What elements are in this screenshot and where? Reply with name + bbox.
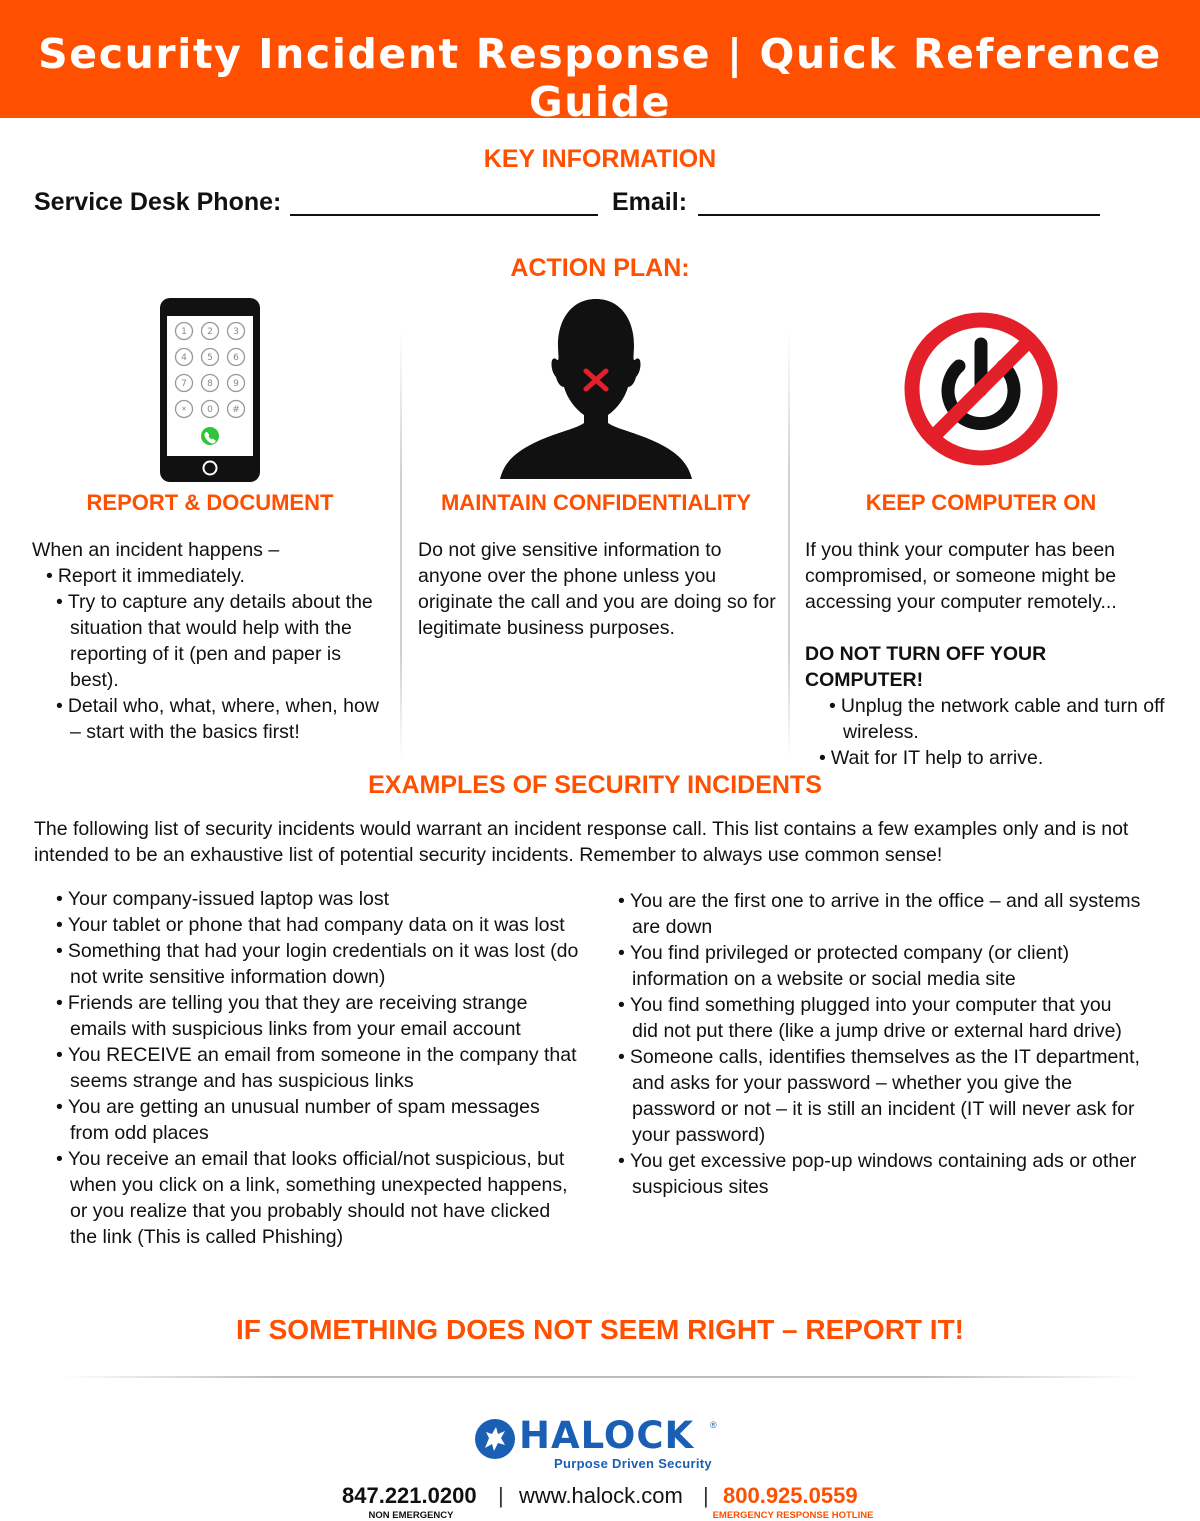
list-item: • Your tablet or phone that had company data on it was lost [12,912,582,938]
list-item: • Friends are telling you that they are receiving strange emails with suspicious links from your email account [12,990,582,1042]
examples-list-left [12,886,582,1250]
closing-call-to-action: IF SOMETHING DOES NOT SEEM RIGHT – REPORT IT! [235,1314,965,1345]
key-info-heading: KEY INFORMATION [483,145,717,173]
list-item: • Your company-issued laptop was lost [12,886,582,912]
website-link[interactable]: www.halock.com [519,1483,683,1508]
svg-text:4: 4 [181,353,187,363]
smartphone-icon [158,296,262,484]
list-item: • You are getting an unusual number of spam messages from odd places [12,1094,582,1146]
examples-list-right [574,888,1142,1200]
keep-on-bullet: • Unplug the network cable and turn off wireless. [805,693,1165,745]
header-banner [0,0,1200,126]
keep-on-warning: DO NOT TURN OFF YOUR COMPUTER! [805,643,1047,691]
svg-text:1: 1 [181,327,187,337]
phone-label: Service Desk Phone: [34,188,282,216]
list-item: • You receive an email that looks official/not suspicious, but when you click on a link, something unexpected happens, or you realize that you probably should not have clicked the link (This is called Phishing) [12,1146,582,1250]
footer-divider [60,1376,1140,1378]
registered-mark: ® [710,1420,717,1430]
list-item: • You get excessive pop-up windows containing ads or other suspicious sites [574,1148,1142,1200]
page-title: Security Incident Response | Quick Reference Guide [38,30,1162,126]
list-item: • You find privileged or protected company (or client) information on a website or social media site [574,940,1142,992]
svg-text:8: 8 [207,379,213,389]
phone-blank-line [290,214,598,216]
silenced-person-icon [498,297,694,479]
list-item: • Something that had your login credentials on it was lost (do not write sensitive information down) [12,938,582,990]
logo-wordmark: HALOCK [519,1414,695,1457]
list-item: • You find something plugged into your computer that you did not put there (like a jump drive or external hard drive) [574,992,1142,1044]
footer-separator: | [498,1483,504,1508]
emergency-phone[interactable]: 800.925.0559 [723,1483,858,1508]
svg-text:#: # [232,405,240,415]
griffin-shield-icon [474,1418,516,1460]
list-item: • You RECEIVE an email from someone in the company that seems strange and has suspicious links [12,1042,582,1094]
list-item: • You are the first one to arrive in the office – and all systems are down [574,888,1142,940]
column-divider [400,330,402,760]
examples-heading: EXAMPLES OF SECURITY INCIDENTS [368,771,822,799]
footer-separator: | [703,1483,709,1508]
no-power-off-icon [902,310,1060,468]
svg-text:6: 6 [233,353,239,363]
keep-on-bullet: • Wait for IT help to arrive. [805,745,1165,771]
svg-text:2: 2 [207,327,213,337]
report-document-title: REPORT & DOCUMENT [86,490,334,515]
column-divider [788,330,790,760]
keep-computer-on-title: KEEP COMPUTER ON [865,490,1097,515]
emergency-label: EMERGENCY RESPONSE HOTLINE [712,1510,874,1521]
confidentiality-text [418,537,776,641]
email-blank-line [698,214,1100,216]
report-document-text [32,537,394,745]
report-bullet: • Try to capture any details about the situation that would help with the reporting of it (pen and paper is best). [32,589,394,693]
confidentiality-paragraph: Do not give sensitive information to anyone over the phone unless you originate the call and you are doing so for legitimate business purposes. [418,539,776,639]
keep-on-text [805,537,1165,771]
report-bullet: • Detail who, what, where, when, how – start with the basics first! [32,693,394,745]
svg-text:7: 7 [181,379,187,389]
report-intro: When an incident happens – [32,539,280,561]
svg-text:3: 3 [233,327,239,337]
maintain-confidentiality-title: MAINTAIN CONFIDENTIALITY [440,490,751,515]
email-label: Email: [612,188,688,216]
svg-text:9: 9 [233,379,239,389]
logo-tagline: Purpose Driven Security [554,1456,712,1471]
list-item: • Someone calls, identifies themselves as the IT department, and asks for your password – whether you give the password or not – it is still an incident (IT will never ask for your password) [574,1044,1142,1148]
svg-text:*: * [181,406,187,416]
svg-text:5: 5 [207,353,213,363]
non-emergency-phone[interactable]: 847.221.0200 [342,1483,477,1508]
non-emergency-label: NON EMERGENCY [368,1510,454,1521]
keep-on-paragraph: If you think your computer has been compromised, or someone might be accessing your computer remotely... [805,539,1117,613]
report-bullet: • Report it immediately. [32,563,394,589]
svg-text:0: 0 [207,405,213,415]
examples-intro: The following list of security incidents would warrant an incident response call. This list contains a few examples only and is not intended to be an exhaustive list of potential security incidents. Remember to always use common sense! [34,818,1129,866]
action-plan-heading: ACTION PLAN: [510,254,690,282]
